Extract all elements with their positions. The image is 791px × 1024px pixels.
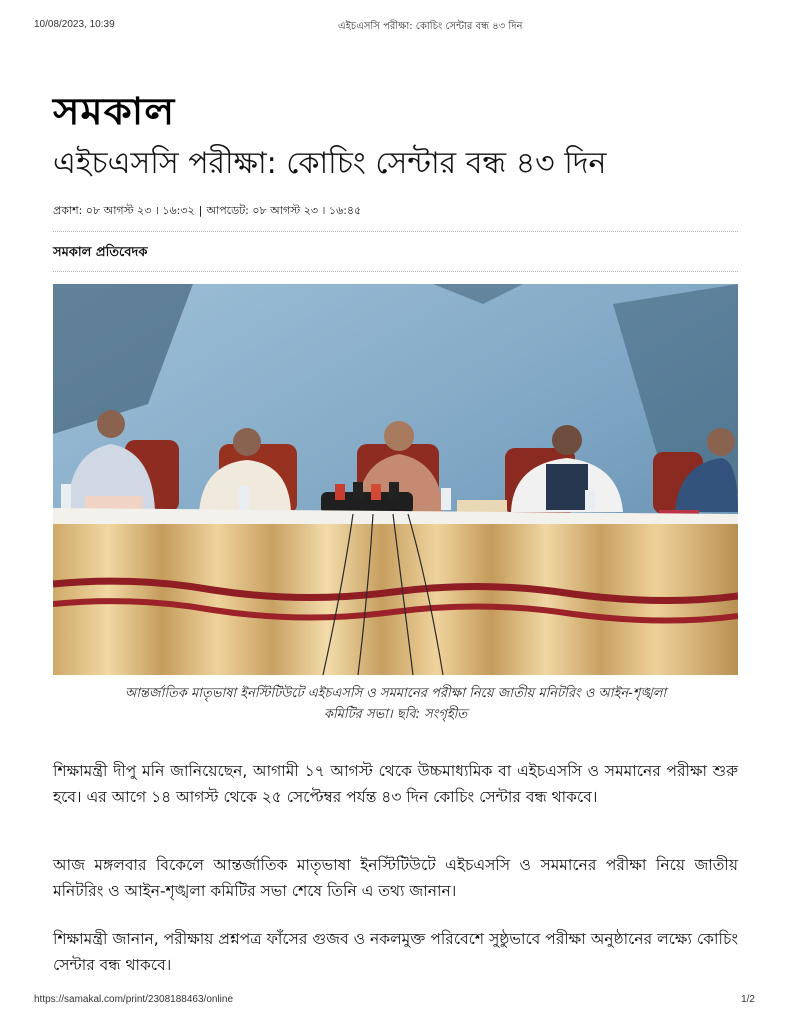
date-separator: | [198,204,203,217]
print-datetime: 10/08/2023, 10:39 [34,19,115,30]
divider-bottom [53,271,738,272]
samakal-logo[interactable]: সমকাল [53,89,176,134]
print-page-title: এইচএসসি পরীক্ষা: কোচিং সেন্টার বন্ধ ৪৩ দিন [338,21,523,32]
published-date: প্রকাশ: ০৮ আগস্ট ২৩ । ১৬:৩২ [53,204,195,217]
article-paragraph: শিক্ষামন্ত্রী দীপু মনি জানিয়েছেন, আগামী ১৭ আগস্ট থেকে উচ্চমাধ্যমিক বা এইচএসসি ও সমমানের পরীক্ষা শুরু হবে। এর আগে ১৪ আগস্ট থেকে ২৫ সেপ্টেম্বর পর্যন্ত ৪৩ দিন কোচিং সেন্টার বন্ধ থাকবে। [53,762,738,807]
updated-date: আপডেট: ০৮ আগস্ট ২৩ । ১৬:৪৫ [206,204,362,217]
article-dates [53,202,361,221]
article-paragraph: আজ মঙ্গলবার বিকেলে আন্তর্জাতিক মাতৃভাষা ইনস্টিটিউটে এইচএসসি ও সমমানের পরীক্ষা নিয়ে জাতীয় মনিটরিং ও আইন-শৃঙ্খলা কমিটির সভা শেষে তিনি এ তথ্য জানান। [53,856,738,901]
article-paragraph: শিক্ষামন্ত্রী জানান, পরীক্ষায় প্রশ্নপত্র ফাঁসের গুজব ও নকলমুক্ত পরিবেশে সুষ্ঠুভাবে পরীক্ষা অনুষ্ঠানের লক্ষ্যে কোচিং সেন্টার বন্ধ থাকবে। [53,930,738,975]
print-page-number: 1/2 [741,994,755,1005]
caption-line-1: আন্তর্জাতিক মাতৃভাষা ইনস্টিটিউটে এইচএসসি ও সমমানের পরীক্ষা নিয়ে জাতীয় মনিটরিং ও আইন-শৃঙ্খলা [124,686,667,701]
print-url[interactable]: https://samakal.com/print/2308188463/online [34,994,234,1005]
article-photo [53,284,738,675]
caption-line-2: কমিটির সভা। ছবি: সংগৃহীত [323,707,468,723]
author-byline[interactable]: সমকাল প্রতিবেদক [53,245,148,260]
article-headline: এইচএসসি পরীক্ষা: কোচিং সেন্টার বন্ধ ৪৩ দিন [53,146,607,181]
divider-top [53,231,738,232]
photo-caption [49,683,742,726]
